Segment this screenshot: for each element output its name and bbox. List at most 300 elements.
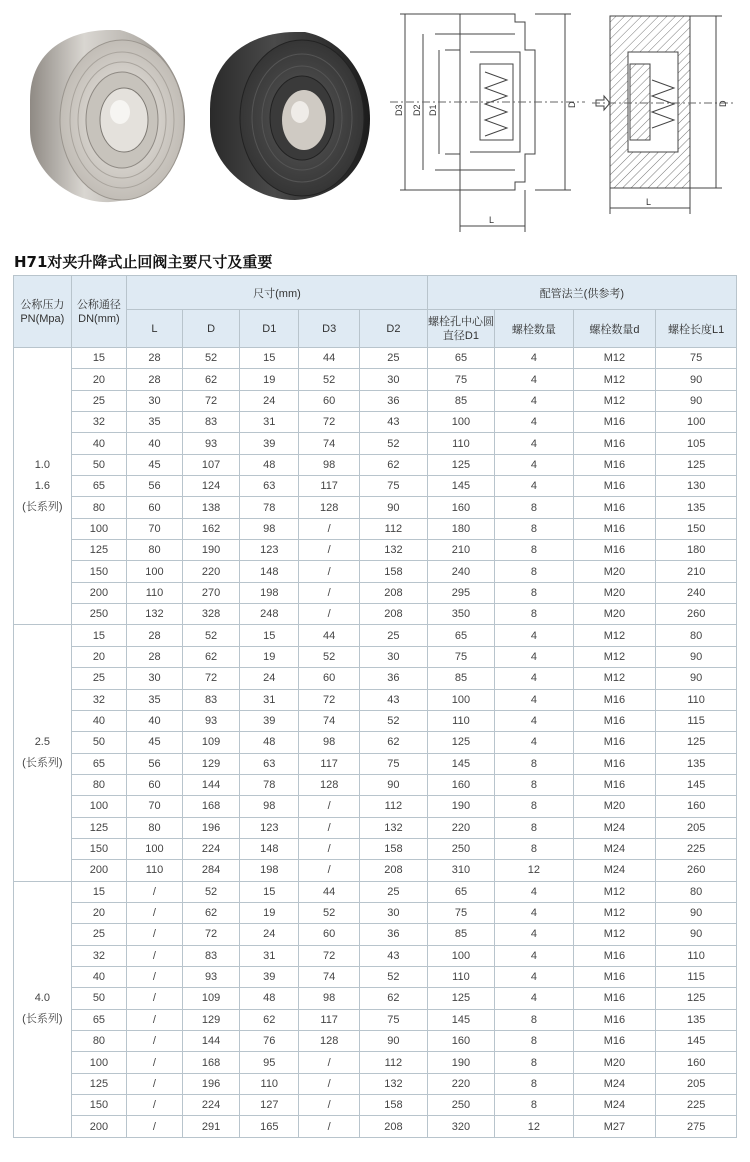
table-row: [14, 454, 737, 475]
table-cell: 30: [127, 390, 183, 411]
table-cell: 25: [360, 625, 428, 646]
table-cell: 43: [360, 689, 428, 710]
table-cell: 36: [360, 924, 428, 945]
table-cell: 72: [299, 945, 360, 966]
table-cell: 83: [182, 689, 240, 710]
table-cell: M24: [573, 1095, 656, 1116]
table-row: [14, 966, 737, 987]
table-cell: /: [299, 1052, 360, 1073]
table-cell: 110: [240, 1073, 299, 1094]
table-cell: M24: [573, 860, 656, 881]
table-cell: 52: [360, 710, 428, 731]
table-cell: 160: [656, 796, 737, 817]
table-cell: 90: [656, 924, 737, 945]
table-row: [14, 988, 737, 1009]
table-cell: 80: [71, 1031, 127, 1052]
table-cell: /: [127, 1116, 183, 1137]
table-cell: 52: [182, 625, 240, 646]
table-cell: 90: [360, 774, 428, 795]
table-row: [14, 625, 737, 646]
table-cell: 128: [299, 1031, 360, 1052]
table-cell: 48: [240, 988, 299, 1009]
table-cell: 210: [427, 540, 495, 561]
table-cell: M16: [573, 1031, 656, 1052]
table-row: [14, 1116, 737, 1137]
table-cell: 125: [71, 817, 127, 838]
header-size-col: D1: [240, 310, 299, 348]
table-cell: 72: [182, 668, 240, 689]
table-cell: 125: [427, 454, 495, 475]
table-cell: 220: [182, 561, 240, 582]
table-cell: /: [299, 838, 360, 859]
table-cell: 100: [127, 838, 183, 859]
table-cell: 35: [127, 689, 183, 710]
table-cell: 117: [299, 1009, 360, 1030]
header-flange-col: 螺栓数量d: [573, 310, 656, 348]
table-cell: M20: [573, 1052, 656, 1073]
table-cell: 150: [71, 1095, 127, 1116]
table-cell: 40: [127, 710, 183, 731]
table-cell: 80: [127, 817, 183, 838]
table-cell: 208: [360, 860, 428, 881]
table-cell: 270: [182, 582, 240, 603]
table-cell: 200: [71, 1116, 127, 1137]
table-cell: 110: [427, 433, 495, 454]
table-cell: 8: [495, 561, 573, 582]
table-cell: 93: [182, 710, 240, 731]
table-cell: 144: [182, 774, 240, 795]
table-cell: 310: [427, 860, 495, 881]
cross-section-drawing-right: [590, 8, 740, 220]
table-cell: 240: [656, 582, 737, 603]
table-cell: 45: [127, 454, 183, 475]
table-cell: 8: [495, 1009, 573, 1030]
header-size-col: D2: [360, 310, 428, 348]
table-cell: 62: [360, 732, 428, 753]
table-cell: 105: [656, 433, 737, 454]
table-cell: 98: [299, 732, 360, 753]
header-flange-group: 配管法兰(供参考): [427, 276, 736, 310]
table-cell: 78: [240, 774, 299, 795]
table-row: [14, 1052, 737, 1073]
table-cell: 180: [656, 540, 737, 561]
table-cell: 132: [360, 817, 428, 838]
table-cell: 25: [71, 668, 127, 689]
table-cell: 39: [240, 710, 299, 731]
table-cell: M16: [573, 753, 656, 774]
table-cell: 198: [240, 582, 299, 603]
table-row: [14, 924, 737, 945]
table-cell: 45: [127, 732, 183, 753]
table-cell: 90: [656, 902, 737, 923]
table-cell: 8: [495, 582, 573, 603]
table-cell: 93: [182, 433, 240, 454]
table-cell: 31: [240, 945, 299, 966]
table-row: [14, 369, 737, 390]
table-cell: M27: [573, 1116, 656, 1137]
table-cell: 117: [299, 753, 360, 774]
table-cell: 190: [182, 540, 240, 561]
table-cell: 145: [656, 774, 737, 795]
table-cell: 100: [127, 561, 183, 582]
table-cell: 224: [182, 838, 240, 859]
table-cell: 40: [127, 433, 183, 454]
table-cell: 90: [656, 369, 737, 390]
table-cell: 125: [427, 988, 495, 1009]
table-cell: M16: [573, 988, 656, 1009]
table-row: [14, 604, 737, 625]
table-cell: 52: [360, 966, 428, 987]
table-cell: /: [299, 796, 360, 817]
table-cell: 39: [240, 433, 299, 454]
table-cell: 138: [182, 497, 240, 518]
table-cell: 4: [495, 454, 573, 475]
table-row: [14, 1009, 737, 1030]
table-row: [14, 1031, 737, 1052]
table-cell: /: [127, 988, 183, 1009]
table-row: [14, 582, 737, 603]
table-cell: 75: [427, 369, 495, 390]
table-cell: 95: [240, 1052, 299, 1073]
table-cell: M16: [573, 1009, 656, 1030]
table-cell: 20: [71, 902, 127, 923]
table-cell: 19: [240, 369, 299, 390]
table-cell: 112: [360, 796, 428, 817]
table-cell: 43: [360, 412, 428, 433]
table-cell: M16: [573, 732, 656, 753]
table-cell: 90: [360, 497, 428, 518]
table-cell: 125: [656, 732, 737, 753]
table-cell: 190: [427, 796, 495, 817]
table-cell: 350: [427, 604, 495, 625]
table-cell: 130: [656, 476, 737, 497]
table-cell: 40: [71, 433, 127, 454]
table-cell: 224: [182, 1095, 240, 1116]
table-row: [14, 753, 737, 774]
table-cell: 15: [240, 881, 299, 902]
table-row: [14, 1073, 737, 1094]
table-cell: 8: [495, 604, 573, 625]
table-row: [14, 668, 737, 689]
table-cell: 145: [427, 1009, 495, 1030]
table-cell: M12: [573, 348, 656, 369]
table-cell: M24: [573, 1073, 656, 1094]
table-cell: /: [127, 945, 183, 966]
table-cell: 70: [127, 796, 183, 817]
table-cell: 250: [71, 604, 127, 625]
table-cell: 8: [495, 753, 573, 774]
table-cell: M12: [573, 390, 656, 411]
table-cell: /: [299, 1116, 360, 1137]
table-cell: 124: [182, 476, 240, 497]
table-cell: 4: [495, 625, 573, 646]
table-cell: 25: [71, 390, 127, 411]
table-cell: /: [127, 1095, 183, 1116]
table-cell: 115: [656, 966, 737, 987]
header-flange-col: 螺栓孔中心圆直径D1: [427, 310, 495, 348]
table-cell: 8: [495, 796, 573, 817]
table-row: [14, 390, 737, 411]
table-cell: 90: [656, 390, 737, 411]
table-cell: 135: [656, 497, 737, 518]
table-cell: 8: [495, 838, 573, 859]
table-cell: 15: [71, 881, 127, 902]
spec-table: [13, 275, 737, 1138]
table-cell: 24: [240, 390, 299, 411]
table-cell: 48: [240, 454, 299, 475]
table-cell: 100: [71, 796, 127, 817]
table-cell: 44: [299, 348, 360, 369]
table-cell: 260: [656, 604, 737, 625]
table-cell: 132: [360, 1073, 428, 1094]
table-row: [14, 348, 737, 369]
table-cell: 165: [240, 1116, 299, 1137]
header-size-group: 尺寸(mm): [127, 276, 428, 310]
table-cell: 19: [240, 646, 299, 667]
table-row: [14, 540, 737, 561]
table-cell: 62: [182, 902, 240, 923]
table-cell: 100: [427, 945, 495, 966]
table-cell: M12: [573, 625, 656, 646]
table-row: [14, 817, 737, 838]
table-cell: M12: [573, 646, 656, 667]
pn-line: (长系列): [22, 1013, 63, 1026]
table-row: [14, 838, 737, 859]
table-cell: 19: [240, 902, 299, 923]
pn-group-cell: [14, 881, 72, 1137]
table-cell: /: [127, 1031, 183, 1052]
table-row: [14, 774, 737, 795]
table-row: [14, 646, 737, 667]
pn-line: 4.0: [34, 992, 50, 1005]
table-cell: 160: [656, 1052, 737, 1073]
table-cell: 80: [71, 497, 127, 518]
table-cell: 4: [495, 710, 573, 731]
table-cell: 8: [495, 497, 573, 518]
table-cell: 30: [127, 668, 183, 689]
table-cell: 56: [127, 476, 183, 497]
table-cell: /: [127, 966, 183, 987]
table-cell: 4: [495, 988, 573, 1009]
table-cell: /: [299, 518, 360, 539]
table-cell: 128: [299, 497, 360, 518]
table-cell: 75: [656, 348, 737, 369]
table-cell: M12: [573, 668, 656, 689]
header-pn: 公称压力PN(Mpa): [14, 276, 72, 348]
table-cell: 70: [127, 518, 183, 539]
table-cell: 4: [495, 668, 573, 689]
table-cell: 4: [495, 881, 573, 902]
table-row: [14, 412, 737, 433]
table-row: [14, 1095, 737, 1116]
table-cell: M16: [573, 433, 656, 454]
table-cell: 110: [656, 945, 737, 966]
table-cell: 12: [495, 860, 573, 881]
table-cell: 65: [427, 348, 495, 369]
table-cell: 220: [427, 1073, 495, 1094]
table-cell: 32: [71, 412, 127, 433]
table-cell: 98: [240, 796, 299, 817]
carbon-steel-valve-photo: [200, 24, 375, 204]
table-cell: 63: [240, 753, 299, 774]
table-cell: 74: [299, 433, 360, 454]
table-cell: 15: [240, 348, 299, 369]
table-row: [14, 945, 737, 966]
table-cell: 196: [182, 1073, 240, 1094]
header-flange-col: 螺栓长度L1: [656, 310, 737, 348]
table-cell: /: [127, 1009, 183, 1030]
table-cell: 284: [182, 860, 240, 881]
table-cell: 44: [299, 625, 360, 646]
table-cell: 80: [127, 540, 183, 561]
table-cell: M12: [573, 924, 656, 945]
table-cell: 260: [656, 860, 737, 881]
table-cell: 78: [240, 497, 299, 518]
label-d2: D2: [412, 104, 422, 116]
table-cell: 107: [182, 454, 240, 475]
table-cell: 93: [182, 966, 240, 987]
table-cell: 44: [299, 881, 360, 902]
table-cell: 31: [240, 689, 299, 710]
pn-line: (长系列): [22, 500, 63, 513]
table-cell: 162: [182, 518, 240, 539]
table-row: [14, 732, 737, 753]
label-d-right: D: [718, 100, 728, 107]
table-cell: /: [127, 1052, 183, 1073]
table-cell: 8: [495, 817, 573, 838]
table-cell: 4: [495, 390, 573, 411]
table-cell: 80: [71, 774, 127, 795]
table-cell: 25: [360, 348, 428, 369]
table-cell: M20: [573, 561, 656, 582]
table-cell: 210: [656, 561, 737, 582]
table-cell: 85: [427, 390, 495, 411]
table-cell: 158: [360, 838, 428, 859]
table-cell: M16: [573, 476, 656, 497]
table-cell: 4: [495, 433, 573, 454]
table-cell: 75: [427, 902, 495, 923]
table-cell: 30: [360, 646, 428, 667]
table-cell: 4: [495, 412, 573, 433]
table-cell: 100: [427, 689, 495, 710]
header-size-col: D3: [299, 310, 360, 348]
table-row: [14, 689, 737, 710]
table-cell: 110: [127, 860, 183, 881]
table-cell: 90: [360, 1031, 428, 1052]
table-cell: 15: [71, 348, 127, 369]
table-cell: 123: [240, 540, 299, 561]
table-cell: M16: [573, 945, 656, 966]
table-cell: 250: [427, 1095, 495, 1116]
table-cell: M16: [573, 710, 656, 731]
table-cell: 8: [495, 518, 573, 539]
pn-group-cell: [14, 625, 72, 881]
table-cell: 200: [71, 582, 127, 603]
label-d1: D1: [428, 104, 438, 116]
table-cell: /: [127, 924, 183, 945]
table-cell: 98: [299, 454, 360, 475]
pn-line: (长系列): [22, 757, 63, 770]
table-cell: 132: [127, 604, 183, 625]
table-cell: 8: [495, 774, 573, 795]
table-cell: 160: [427, 774, 495, 795]
table-cell: 43: [360, 945, 428, 966]
table-cell: /: [299, 1073, 360, 1094]
table-cell: 115: [656, 710, 737, 731]
table-cell: 36: [360, 390, 428, 411]
table-cell: 208: [360, 604, 428, 625]
table-cell: 30: [360, 369, 428, 390]
table-cell: /: [299, 1095, 360, 1116]
table-cell: 127: [240, 1095, 299, 1116]
table-cell: 56: [127, 753, 183, 774]
table-cell: M16: [573, 966, 656, 987]
table-cell: M12: [573, 902, 656, 923]
table-cell: 110: [427, 966, 495, 987]
table-cell: 15: [71, 625, 127, 646]
table-cell: 190: [427, 1052, 495, 1073]
table-cell: 250: [427, 838, 495, 859]
table-cell: 75: [360, 1009, 428, 1030]
cross-section-drawing-left: [385, 4, 590, 236]
table-cell: 117: [299, 476, 360, 497]
table-cell: 100: [71, 518, 127, 539]
table-cell: 132: [360, 540, 428, 561]
label-d: D: [567, 101, 577, 108]
table-cell: 8: [495, 1052, 573, 1073]
table-cell: 4: [495, 646, 573, 667]
table-cell: 125: [427, 732, 495, 753]
table-cell: 148: [240, 838, 299, 859]
table-cell: 25: [71, 924, 127, 945]
table-cell: 275: [656, 1116, 737, 1137]
pn-group-cell: [14, 348, 72, 625]
table-cell: 20: [71, 369, 127, 390]
table-cell: 135: [656, 753, 737, 774]
table-cell: 200: [71, 860, 127, 881]
stainless-valve-photo: [10, 20, 195, 210]
table-cell: 208: [360, 1116, 428, 1137]
table-cell: 100: [427, 412, 495, 433]
table-cell: 125: [71, 1073, 127, 1094]
table-cell: 4: [495, 369, 573, 390]
table-cell: M24: [573, 838, 656, 859]
table-cell: 90: [656, 646, 737, 667]
table-cell: 85: [427, 924, 495, 945]
table-cell: 74: [299, 966, 360, 987]
table-cell: 110: [656, 689, 737, 710]
table-cell: 144: [182, 1031, 240, 1052]
table-cell: 39: [240, 966, 299, 987]
table-cell: /: [299, 604, 360, 625]
table-cell: 15: [240, 625, 299, 646]
table-cell: 4: [495, 476, 573, 497]
pn-line: 1.0: [34, 458, 50, 471]
table-cell: 30: [360, 902, 428, 923]
table-cell: 109: [182, 988, 240, 1009]
table-cell: 158: [360, 561, 428, 582]
table-cell: M16: [573, 412, 656, 433]
table-cell: 28: [127, 348, 183, 369]
table-cell: 90: [656, 668, 737, 689]
table-cell: 129: [182, 753, 240, 774]
table-row: [14, 860, 737, 881]
table-cell: M24: [573, 817, 656, 838]
table-cell: 62: [360, 454, 428, 475]
table-cell: 100: [656, 412, 737, 433]
table-cell: 160: [427, 1031, 495, 1052]
table-cell: 225: [656, 838, 737, 859]
